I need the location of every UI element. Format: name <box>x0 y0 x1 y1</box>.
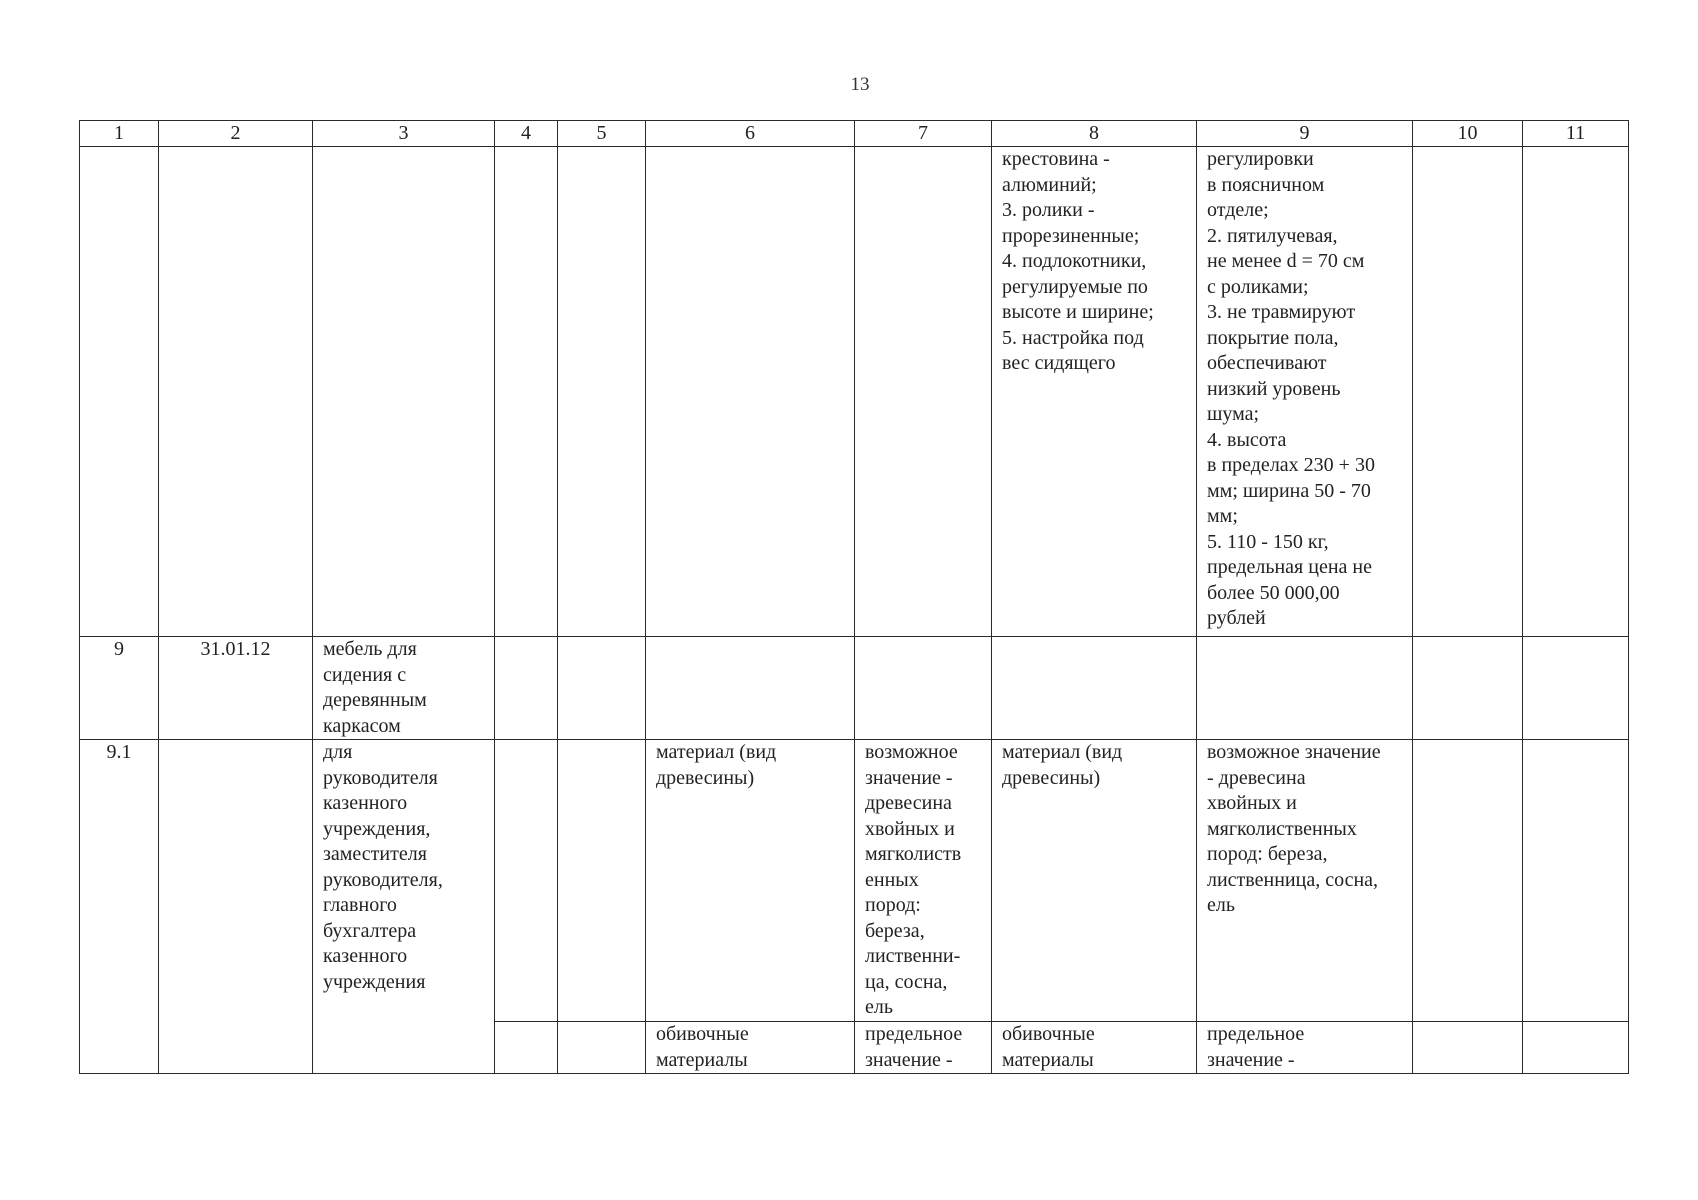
table-cell-characteristics: крестовина - алюминий; 3. ролики - прорезиненные; 4. подлокотники, регулируемые по высоте и ширине; 5. настройка под вес сидящего <box>992 147 1197 637</box>
column-header: 2 <box>159 121 313 147</box>
table-cell <box>1523 147 1629 637</box>
characteristic-name: материал (вид древесины) <box>646 740 855 1022</box>
table-cell <box>313 147 495 637</box>
table-cell <box>1413 740 1523 1022</box>
column-header: 7 <box>855 121 992 147</box>
column-header: 1 <box>80 121 159 147</box>
column-header: 4 <box>495 121 558 147</box>
table-cell <box>1523 740 1629 1022</box>
table-cell <box>558 1022 646 1074</box>
table-header-row <box>80 121 1629 147</box>
page-number: 13 <box>850 74 870 95</box>
column-header: 6 <box>646 121 855 147</box>
table-cell <box>495 1022 558 1074</box>
column-header: 10 <box>1413 121 1523 147</box>
characteristic-value: возможное значение - древесина хвойных и мягколиств енных пород: береза, лиственни- ца, сосна, ель <box>855 740 992 1022</box>
table-cell <box>495 147 558 637</box>
column-header: 5 <box>558 121 646 147</box>
table-cell <box>1197 637 1413 740</box>
table-cell <box>1523 1022 1629 1074</box>
table-cell <box>855 637 992 740</box>
table-row-continuation <box>80 147 1629 637</box>
row-number: 9 <box>80 637 159 740</box>
table-cell <box>558 637 646 740</box>
table-cell-values: регулировки в поясничном отделе; 2. пятилучевая, не менее d = 70 см с роликами; 3. не травмируют покрытие пола, обеспечивают низкий уровень шума; 4. высота в пределах 230 + 30 мм; ширина 50 - 70 мм; 5. 110 - 150 кг, предельная цена не более 50 000,00 рублей <box>1197 147 1413 637</box>
product-name: для руководителя казенного учреждения, заместителя руководителя, главного бухгалтера казенного учреждения <box>313 740 495 1074</box>
table-cell <box>495 637 558 740</box>
table-cell <box>646 637 855 740</box>
table-cell <box>855 147 992 637</box>
column-header: 3 <box>313 121 495 147</box>
column-header: 11 <box>1523 121 1629 147</box>
row-number: 9.1 <box>80 740 159 1074</box>
table-cell <box>1523 637 1629 740</box>
characteristic-value: предельное значение - <box>1197 1022 1413 1074</box>
product-name: мебель для сидения с деревянным каркасом <box>313 637 495 740</box>
characteristic-name: обивочные материалы <box>646 1022 855 1074</box>
table-cell <box>1413 147 1523 637</box>
okpd-code: 31.01.12 <box>159 637 313 740</box>
okpd-code <box>159 740 313 1074</box>
table-cell <box>558 740 646 1022</box>
characteristic-name: материал (вид древесины) <box>992 740 1197 1022</box>
column-header: 9 <box>1197 121 1413 147</box>
table-cell <box>1413 1022 1523 1074</box>
table-row-9 <box>80 637 1629 740</box>
table-cell <box>159 147 313 637</box>
characteristic-value: возможное значение - древесина хвойных и мягколиственных пород: береза, лиственница, сосна, ель <box>1197 740 1413 1022</box>
table-cell <box>646 147 855 637</box>
table-cell <box>80 147 159 637</box>
table-cell <box>1413 637 1523 740</box>
table-cell <box>992 637 1197 740</box>
table-row-9-1 <box>80 740 1629 1022</box>
table-cell <box>495 740 558 1022</box>
column-header: 8 <box>992 121 1197 147</box>
requirements-table <box>79 120 1629 1074</box>
characteristic-value: предельное значение - <box>855 1022 992 1074</box>
characteristic-name: обивочные материалы <box>992 1022 1197 1074</box>
table-cell <box>558 147 646 637</box>
